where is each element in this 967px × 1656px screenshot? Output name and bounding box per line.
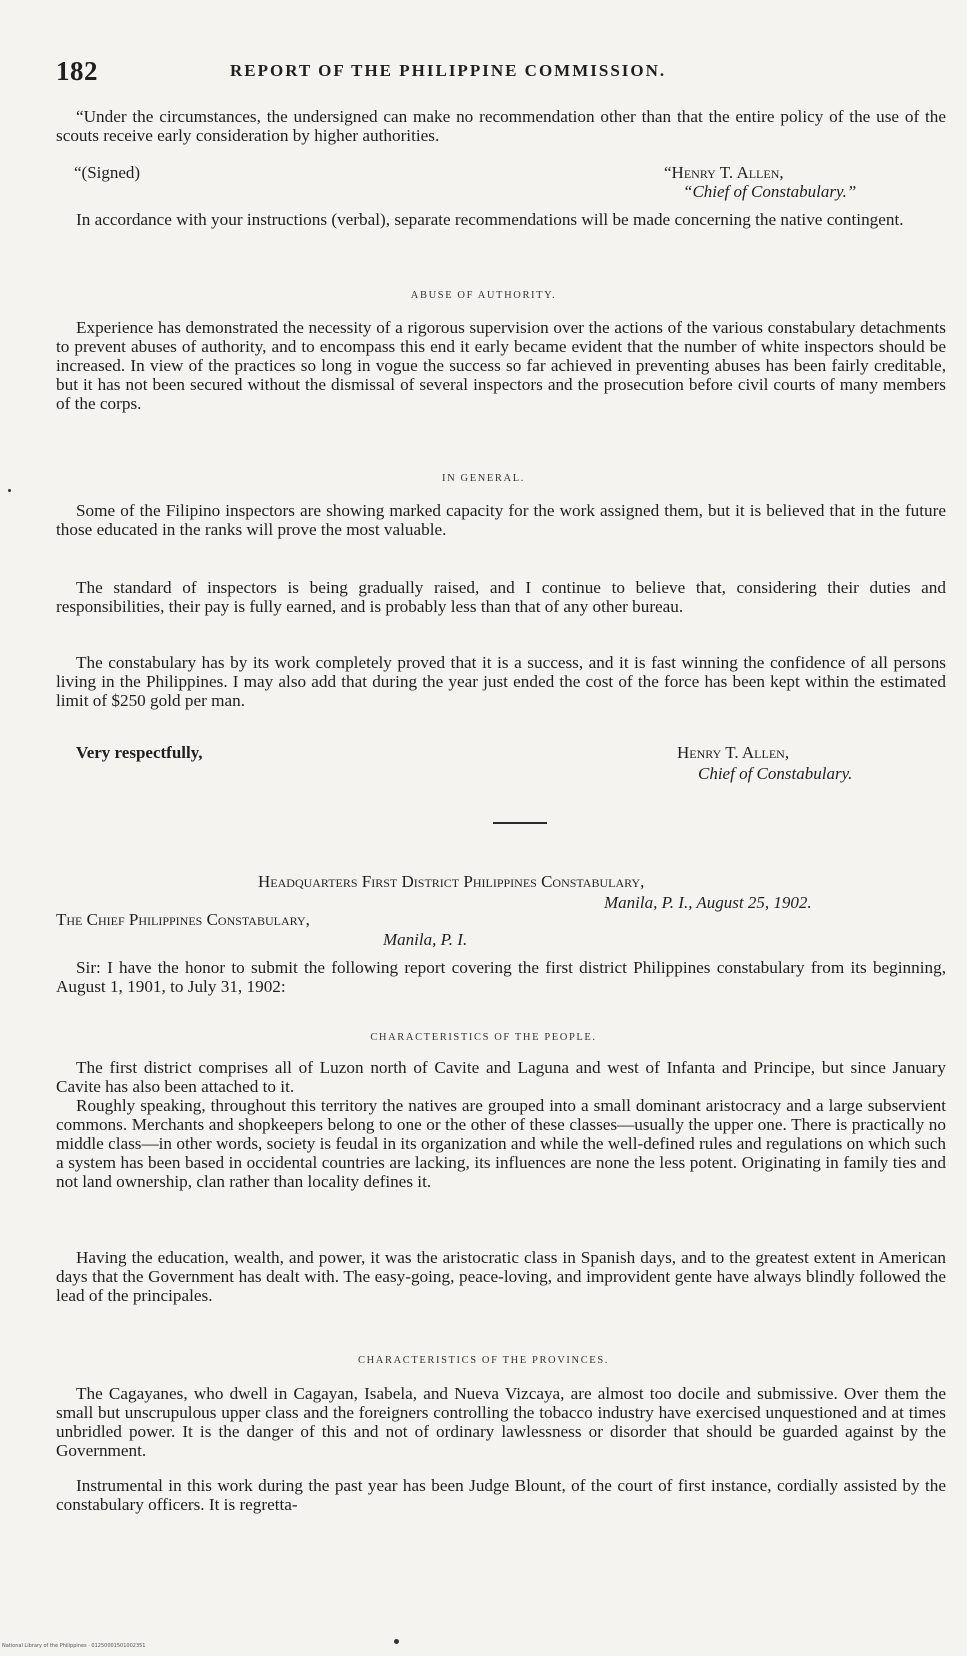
signature-title-2: Chief of Constabulary.	[698, 764, 853, 783]
running-title: REPORT OF THE PHILIPPINE COMMISSION.	[230, 61, 667, 80]
paragraph-cagayanes: The Cagayanes, who dwell in Cagayan, Isabela, and Nueva Vizcaya, are almost too docile and submissive. Over them the small but unscrupulous upper class and the foreigners controlling the tobacco industry have exercised unquestioned and at times unbridled power. It is the danger of this and not of ordinary lawlessness or disorder that should be guarded against by the Government.	[56, 1384, 946, 1460]
signed-label: “(Signed)	[74, 163, 141, 182]
page-number: 182	[56, 56, 98, 86]
paragraph-aristocracy: Roughly speaking, throughout this territory the natives are grouped into a small dominant aristocracy and a large subservient commons. Merchants and shopkeepers belong to one or the other of these classes—usually the upper one. There is practically no middle class—in other words, society is feudal in its organization and while the well-defined rules and regulations on which such a system has been based in occidental countries are lacking, its influences are none the less potent. Originating in family ties and not land ownership, clan rather than locality defines it.	[56, 1096, 946, 1191]
scan-footer-note: National Library of the Philippines · 01250001501002351	[2, 1643, 146, 1649]
paragraph-recommendation: “Under the circumstances, the undersigned can make no recommendation other than that the entire policy of the use of the scouts receive early consideration by higher authorities.	[56, 107, 946, 145]
paragraph-native-contingent: In accordance with your instructions (verbal), separate recommendations will be made concerning the native contingent.	[76, 210, 904, 229]
section-divider	[493, 822, 547, 824]
headquarters-place-date: Manila, P. I., August 25, 1902.	[604, 893, 812, 912]
headquarters-line: Headquarters First District Philippines Constabulary,	[258, 872, 645, 891]
paragraph-judge-blount: Instrumental in this work during the past year has been Judge Blount, of the court of first instance, cordially assisted by the constabulary officers. It is regretta-	[56, 1476, 946, 1514]
addressee-place: Manila, P. I.	[383, 930, 468, 949]
paragraph-abuse: Experience has demonstrated the necessity of a rigorous supervision over the actions of the various constabulary detachments to prevent abuses of authority, and to encompass this end it early became evident that the number of white inspectors should be increased. In view of the practices so long in vogue the success so far achieved in preventing abuses has been fairly creditable, but it has not been secured without the dismissal of several inspectors and the prosecution before civil courts of many members of the corps.	[56, 318, 946, 413]
heading-characteristics-people: CHARACTERISTICS OF THE PEOPLE.	[370, 1032, 597, 1043]
heading-characteristics-provinces: CHARACTERISTICS OF THE PROVINCES.	[358, 1355, 609, 1366]
signature-title-1: “Chief of Constabulary.”	[683, 182, 857, 201]
signature-name-2: Henry T. Allen,	[677, 743, 790, 762]
heading-in-general: IN GENERAL.	[442, 473, 525, 484]
closing-phrase: Very respectfully,	[76, 743, 203, 762]
addressee: The Chief Philippines Constabulary,	[56, 910, 310, 929]
signature-name-1: “Henry T. Allen,	[664, 163, 784, 182]
paragraph-inspectors: Some of the Filipino inspectors are showing marked capacity for the work assigned them, but it is believed that in the future those educated in the ranks will prove the most valuable.	[56, 501, 946, 539]
bottom-mark	[394, 1639, 399, 1644]
page-header	[56, 56, 936, 92]
paragraph-salutation: Sir: I have the honor to submit the following report covering the first district Philippines constabulary from its beginning, August 1, 1901, to July 31, 1902:	[56, 958, 946, 996]
paragraph-success: The constabulary has by its work completely proved that it is a success, and it is fast winning the confidence of all persons living in the Philippines. I may also add that during the year just ended the cost of the force has been kept within the estimated limit of $250 gold per man.	[56, 653, 946, 710]
margin-mark	[8, 489, 11, 492]
paragraph-standard: The standard of inspectors is being gradually raised, and I continue to believe that, considering their duties and responsibilities, their pay is fully earned, and is probably less than that of any other bureau.	[56, 578, 946, 616]
heading-abuse-of-authority: ABUSE OF AUTHORITY.	[410, 290, 557, 301]
paragraph-first-district: The first district comprises all of Luzon north of Cavite and Laguna and west of Infanta and Principe, but since January Cavite has also been attached to it.	[56, 1058, 946, 1096]
paragraph-education-wealth: Having the education, wealth, and power, it was the aristocratic class in Spanish days, and to the greatest extent in American days that the Government has dealt with. The easy-going, peace-loving, and improvident gente have always blindly followed the lead of the principales.	[56, 1248, 946, 1305]
